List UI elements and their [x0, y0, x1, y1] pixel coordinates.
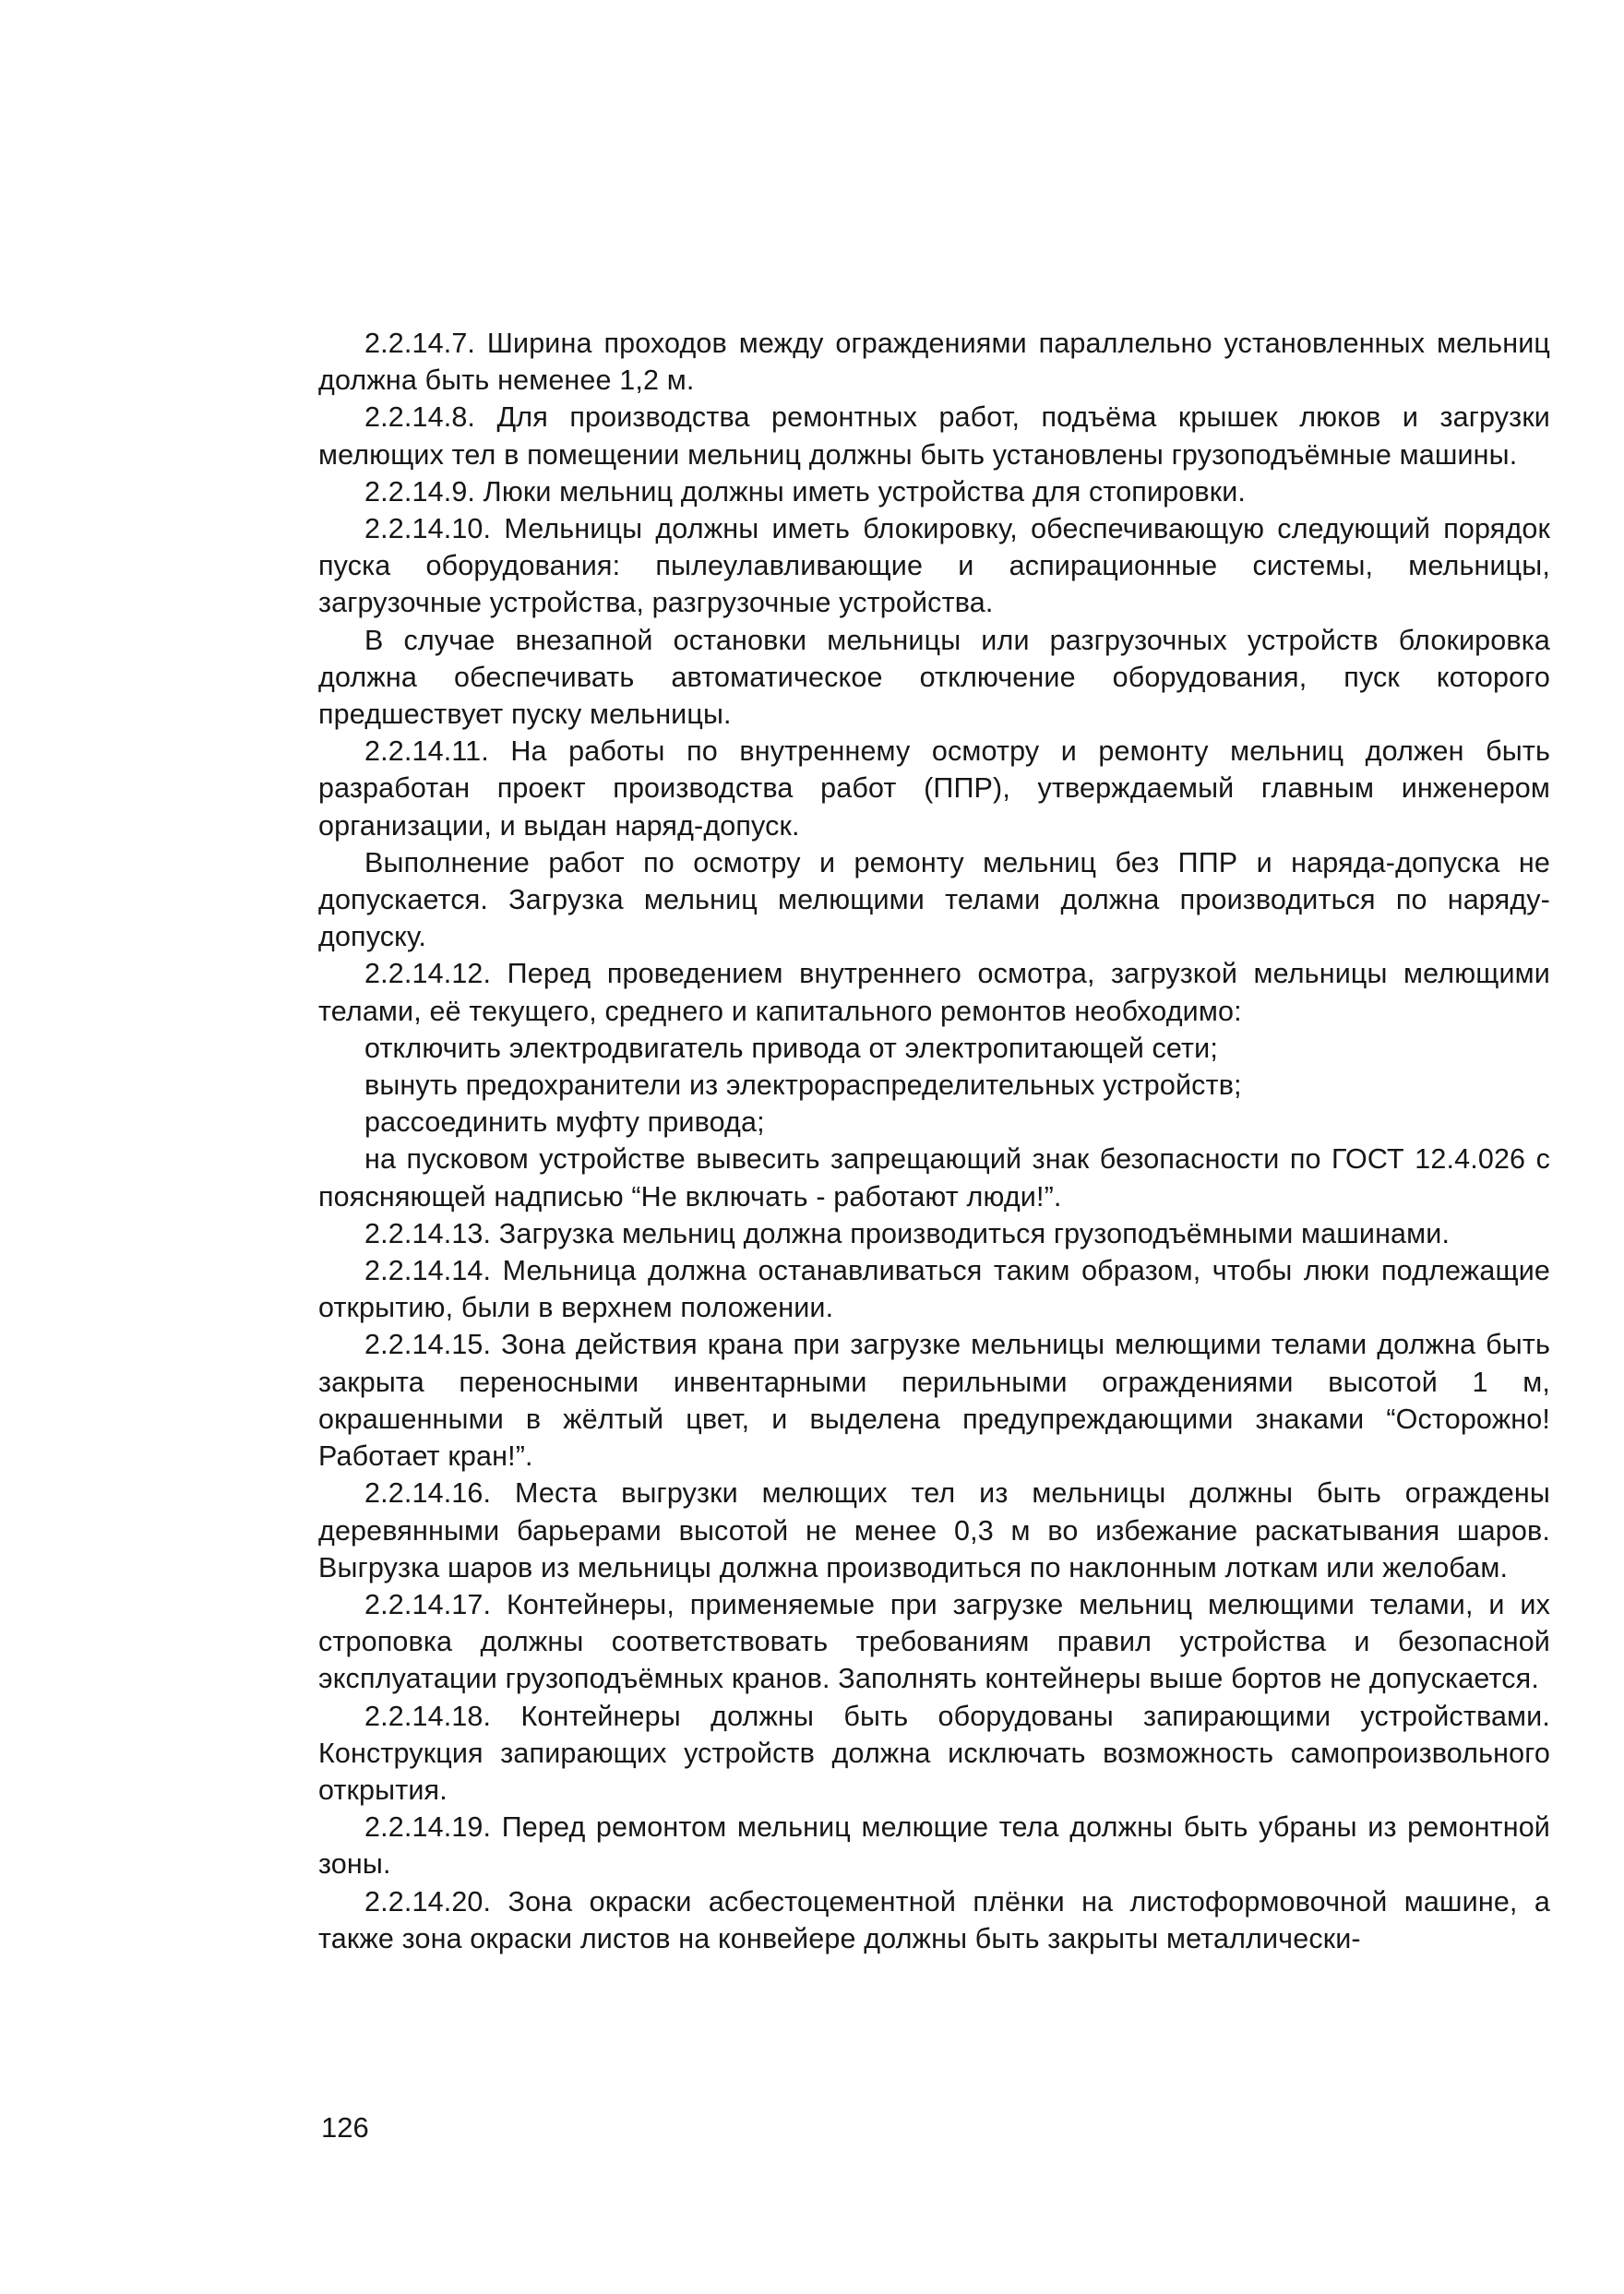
list-item-remove-fuses: вынуть предохранители из электрораспределительных устройств; — [364, 1069, 1242, 1102]
list-item-disconnect-motor: отключить электродвигатель привода от электропитающей сети; — [364, 1032, 1218, 1064]
paragraph-2-2-14-12: 2.2.14.12. Перед проведением внутреннего осмотра, загрузкой мельницы мелющими телами, её текущего, среднего и капитального ремонтов необходимо: — [318, 958, 1550, 1027]
paragraph-2-2-14-13: 2.2.14.13. Загрузка мельниц должна производиться грузоподъёмными машинами. — [364, 1217, 1451, 1249]
page-number: 126 — [321, 2111, 369, 2144]
list-item-warning-sign: на пусковом устройстве вывесить запрещающий знак безопасности по ГОСТ 12.4.026 с поясняющей надписью “Не включать - работают люди!”. — [318, 1143, 1550, 1213]
paragraph-2-2-14-15: 2.2.14.15. Зона действия крана при загрузке мельницы мелющими телами должна быть закрыта переносными инвентарными перильными ограждениями высотой 1 м, окрашенными в жёлтый цвет, и выделена предупреждающими знаками “Осторожно! Работает кран!”. — [318, 1329, 1550, 1473]
paragraph-2-2-14-9: 2.2.14.9. Люки мельниц должны иметь устройства для стопировки. — [364, 475, 1247, 508]
page-body — [318, 325, 1550, 1957]
paragraph-2-2-14-14: 2.2.14.14. Мельница должна останавливаться таким образом, чтобы люки подлежащие открытию, были в верхнем положении. — [318, 1255, 1550, 1324]
paragraph-2-2-14-8: 2.2.14.8. Для производства ремонтных работ, подъёма крышек люков и загрузки мелющих тел в помещении мельниц должны быть установлены грузоподъёмные машины. — [318, 401, 1550, 471]
paragraph-2-2-14-20: 2.2.14.20. Зона окраски асбестоцементной плёнки на листоформовочной машине, а также зона окраски листов на конвейере должны быть закрыты металлически- — [318, 1885, 1550, 1954]
paragraph-2-2-14-19: 2.2.14.19. Перед ремонтом мельниц мелющие тела должны быть убраны из ремонтной зоны. — [318, 1811, 1550, 1881]
paragraph-2-2-14-18: 2.2.14.18. Контейнеры должны быть оборудованы запирающими устройствами. Конструкция запирающих устройств должна исключать возможность самопроизвольного открытия. — [318, 1700, 1550, 1806]
paragraph-blocking-note: В случае внезапной остановки мельницы или разгрузочных устройств блокировка должна обеспечивать автоматическое отключение оборудования, пуск которого предшествует пуску мельницы. — [318, 624, 1550, 731]
paragraph-2-2-14-11: 2.2.14.11. На работы по внутреннему осмотру и ремонту мельниц должен быть разработан проект производства работ (ППР), утверждаемый главным инженером организации, и выдан наряд-допуск. — [318, 735, 1550, 842]
paragraph-permit-note: Выполнение работ по осмотру и ремонту мельниц без ППР и наряда-допуска не допускается. Загрузка мельниц мелющими телами должна производиться по наряду-допуску. — [318, 846, 1550, 953]
list-item-disconnect-coupling: рассоединить муфту привода; — [364, 1106, 765, 1139]
paragraph-2-2-14-7: 2.2.14.7. Ширина проходов между ограждениями параллельно установленных мельниц должна быть неменее 1,2 м. — [318, 328, 1550, 397]
paragraph-2-2-14-16: 2.2.14.16. Места выгрузки мелющих тел из мельницы должны быть ограждены деревянными барьерами высотой не менее 0,3 м во избежание раскатывания шаров. Выгрузка шаров из мельницы должна производиться по наклонным лоткам или желобам. — [318, 1477, 1550, 1583]
paragraph-2-2-14-17: 2.2.14.17. Контейнеры, применяемые при загрузке мельниц мелющими телами, и их строповка должны соответствовать требованиям правил устройства и безопасной эксплуатации грузоподъёмных кранов. Заполнять контейнеры выше бортов не допускается. — [318, 1588, 1550, 1695]
paragraph-2-2-14-10: 2.2.14.10. Мельницы должны иметь блокировку, обеспечивающую следующий порядок пуска оборудования: пылеулавливающие и аспирационные системы, мельницы, загрузочные устройства, разгрузочные устройства. — [318, 513, 1550, 619]
